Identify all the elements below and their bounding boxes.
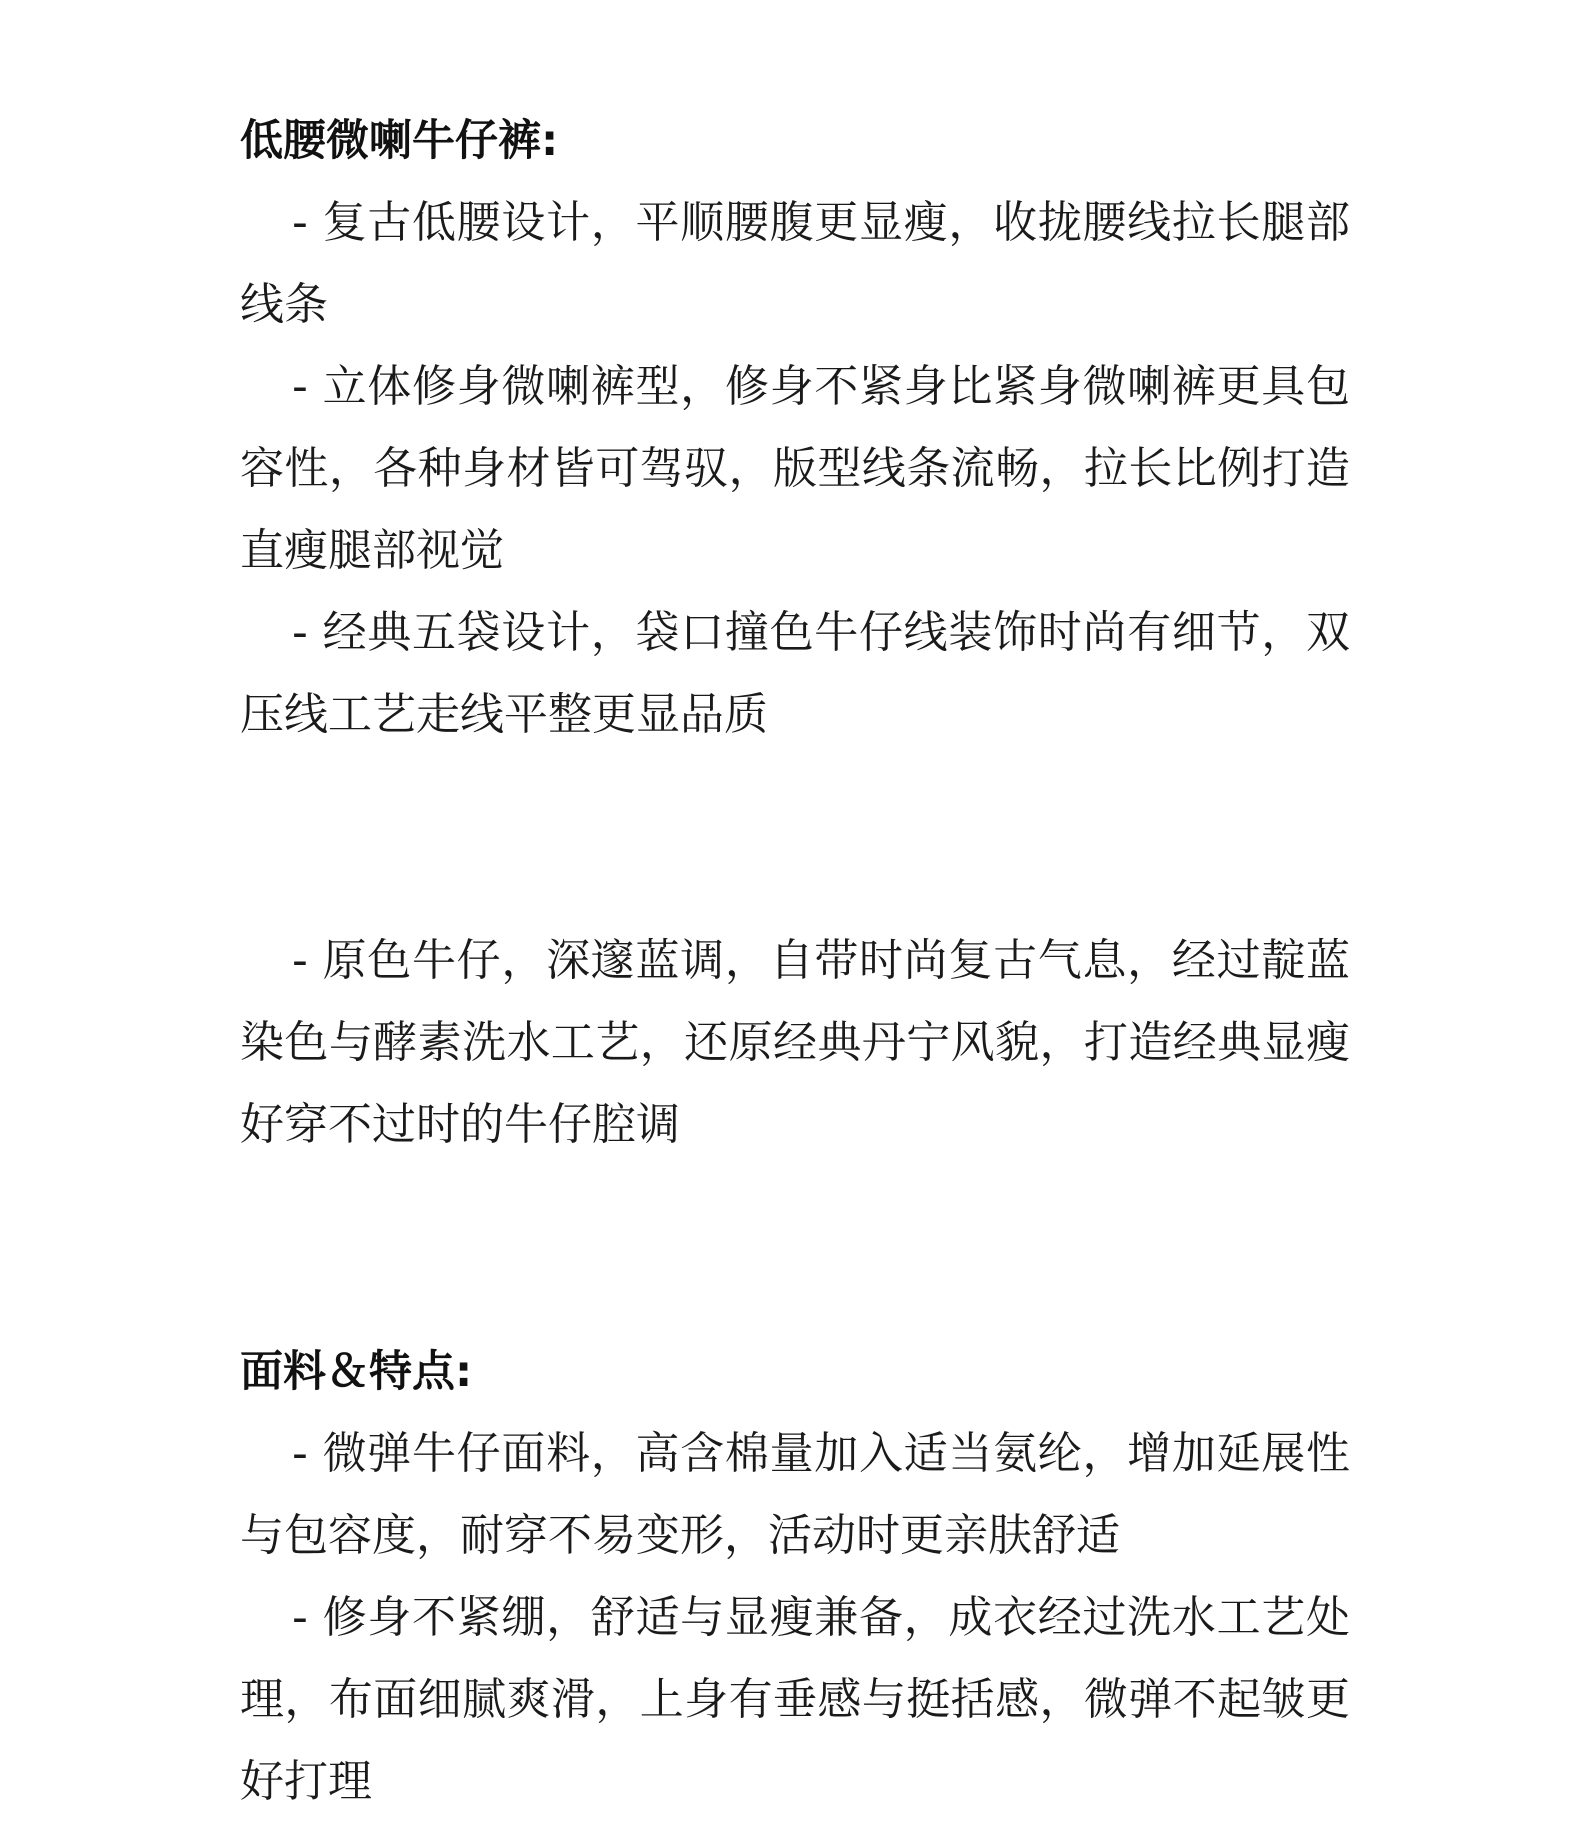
- bullet-stretch-fabric: - 微弹牛仔面料，高含棉量加入适当氨纶，增加延展性与包容度，耐穿不易变形，活动时更亲肤舒适: [240, 1428, 1350, 1561]
- section-heading-style: 低腰微喇牛仔裤:: [240, 116, 559, 166]
- bullet-raw-denim: - 原色牛仔，深邃蓝调，自带时尚复古气息，经过靛蓝染色与酵素洗水工艺，还原经典丹宁风貌，打造经典显瘦好穿不过时的牛仔腔调: [240, 935, 1350, 1150]
- bullet-low-waist: - 复古低腰设计，平顺腰腹更显瘦，收拢腰线拉长腿部线条: [240, 197, 1350, 330]
- section-spacer: [240, 1166, 1350, 1331]
- product-description: [240, 100, 1350, 1823]
- bullet-comfort-fit: - 修身不紧绷，舒适与显瘦兼备，成衣经过洗水工艺处理，布面细腻爽滑，上身有垂感与挺括感，微弹不起皱更好打理: [240, 1592, 1350, 1807]
- bullet-flare-fit: - 立体修身微喇裤型，修身不紧身比紧身微喇裤更具包容性，各种身材皆可驾驭，版型线条流畅，拉长比例打造直瘦腿部视觉: [240, 361, 1350, 576]
- section-spacer: [240, 756, 1350, 920]
- bullet-five-pocket: - 经典五袋设计，袋口撞色牛仔线装饰时尚有细节，双压线工艺走线平整更显品质: [240, 607, 1350, 740]
- section-heading-fabric: 面料＆特点:: [240, 1347, 473, 1397]
